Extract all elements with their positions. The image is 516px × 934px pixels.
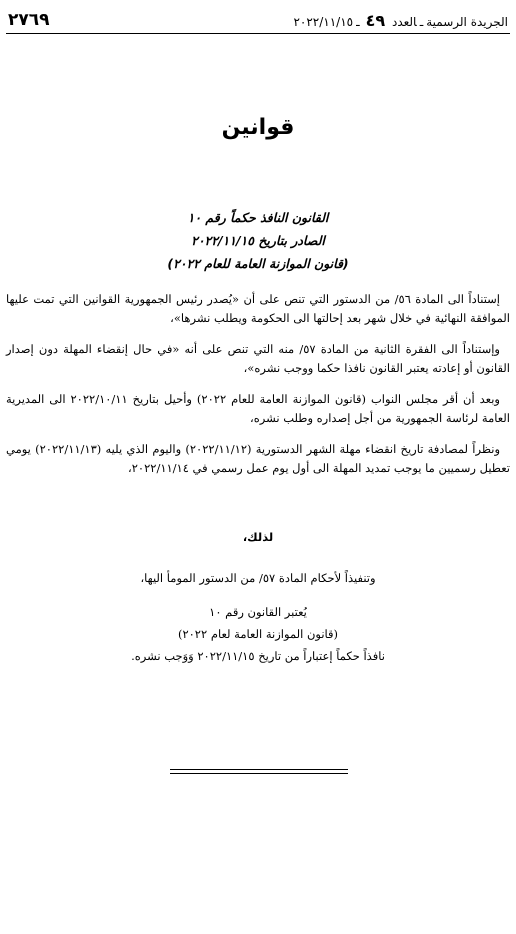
closing-clause (0, 567, 516, 667)
therefore-heading: لذلك، (242, 530, 274, 544)
end-divider (170, 773, 348, 774)
preamble-paragraph: وبعد أن أقر مجلس النواب (قانون الموازنة العامة للعام ٢٠٢٢) وأحيل بتاريخ ٢٠٢٢/١٠/١١ الى المديرية العامة لرئاسة الجمهورية من أجل إصداره وطلب نشره، (6, 392, 510, 425)
closing-line: وتنفيذاً لأحكام المادة ٥٧/ من الدستور المومأ اليها، (140, 571, 376, 585)
gazette-name: الجريدة الرسمية (426, 14, 508, 29)
issue-date: ٢٠٢٢/١١/١٥ (293, 14, 354, 29)
section-title: قوانين (221, 115, 295, 140)
gazette-header-info: الجريدة الرسميةـالعدد ٤٩ـ٢٠٢٢/١١/١٥ (293, 10, 508, 30)
law-title: القانون النافذ حكماً رقم ١٠ (187, 210, 329, 225)
law-name: (قانون الموازنة العامة للعام ٢٠٢٢) (167, 256, 349, 271)
closing-line: (قانون الموازنة العامة لعام ٢٠٢٢) (177, 627, 339, 641)
end-divider (170, 769, 348, 770)
issue-label: العدد (391, 14, 417, 29)
closing-line: يُعتبر القانون رقم ١٠ (209, 605, 307, 619)
closing-line: نافذاً حكماً إعتباراً من تاريخ ٢٠٢٢/١١/١٥ وَوَجب نشره. (131, 649, 385, 663)
law-issue-date: الصادر بتاريخ ٢٠٢٢/١١/١٥ (191, 233, 325, 248)
issue-number: ٤٩ (365, 10, 386, 30)
preamble-paragraph: وإستناداً الى الفقرة الثانية من المادة ٥٧/ منه التي تنص على أنه «في حال إنقضاء المهلة دون إصدار القانون أو إعادته يعتبر القانون نافذا حكما ووجب نشره»، (6, 342, 510, 375)
preamble-paragraph: ونظراً لمصادفة تاريخ انقضاء مهلة الشهر الدستورية (٢٠٢٢/١١/١٢) واليوم الذي يليه (٢٠٢٢/١١/١٣) يومي تعطيل رسميين ما يوجب تمديد المهلة الى أول يوم عمل رسمي في ٢٠٢٢/١١/١٤، (6, 442, 510, 475)
page-number: ٢٧٦٩ (8, 10, 50, 30)
preamble-paragraph: إستناداً الى المادة ٥٦/ من الدستور التي تنص على أن «يُصدر رئيس الجمهورية القوانين التي تمت عليها الموافقة النهائية في خلال شهر بعد إحالتها الى الحكومة ويطلب نشرها»، (6, 292, 510, 325)
law-heading (0, 206, 516, 275)
preamble (6, 290, 510, 490)
page-header (8, 8, 508, 32)
header-divider (6, 33, 510, 34)
